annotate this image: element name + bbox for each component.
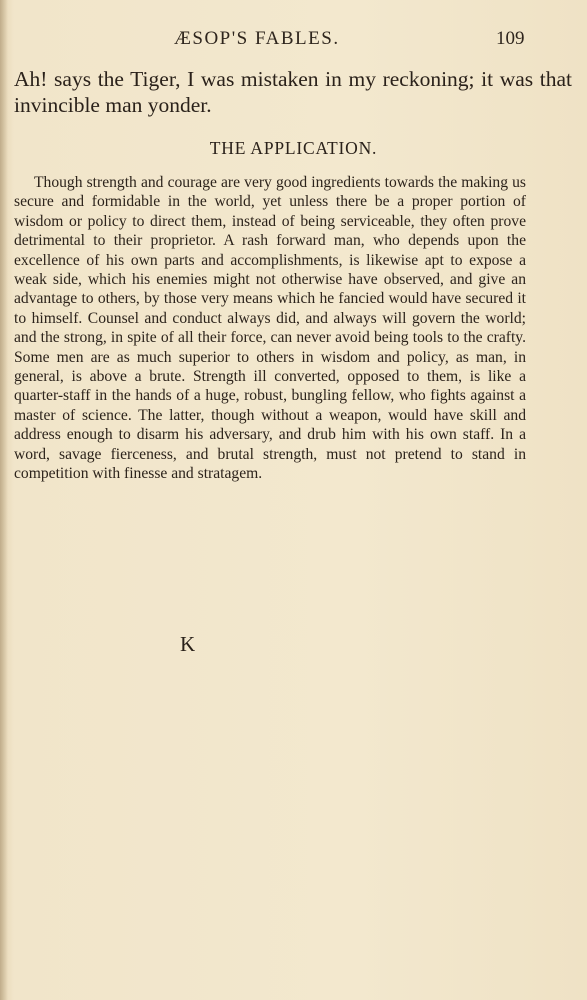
running-head bbox=[0, 28, 587, 52]
section-heading: THE APPLICATION. bbox=[209, 138, 378, 158]
application-body-text: Though strength and courage are very good ingredients towards the making us secure and formidable in the world, yet unless there be a proper portion of wisdom or policy to direct them, instead of being serviceable, they often prove detrimental to their proprietor. A rash forward man, who depends upon the excellence of his own parts and accomplishments, is likewise apt to expose a weak side, which his enemies might not otherwise have observed, and give an advantage to others, by those very means which he fancied would have secured it to himself. Counsel and conduct always did, and always will govern the world; and the strong, in spite of all their force, can never avoid being tools to the crafty. Some men are as much superior to others in wisdom and policy, as man, in general, is above a brute. Strength ill converted, opposed to them, is like a quarter-staff in the hands of a huge, robust, bungling fellow, who fights against a master of science. The latter, though without a weapon, would have skill and address enough to disarm his adversary, and drub him with his own staff. In a word, savage fierceness, and brutal strength, must not pretend to stand in competition with finesse and stratagem. bbox=[14, 174, 526, 483]
fable-closing-text: Ah! says the Tiger, I was mistaken in my reckoning; it was that invincible man yonder. bbox=[14, 67, 572, 117]
signature-mark: K bbox=[180, 632, 196, 656]
page-number: 109 bbox=[496, 28, 525, 49]
running-title: ÆSOP'S FABLES. bbox=[174, 28, 340, 49]
